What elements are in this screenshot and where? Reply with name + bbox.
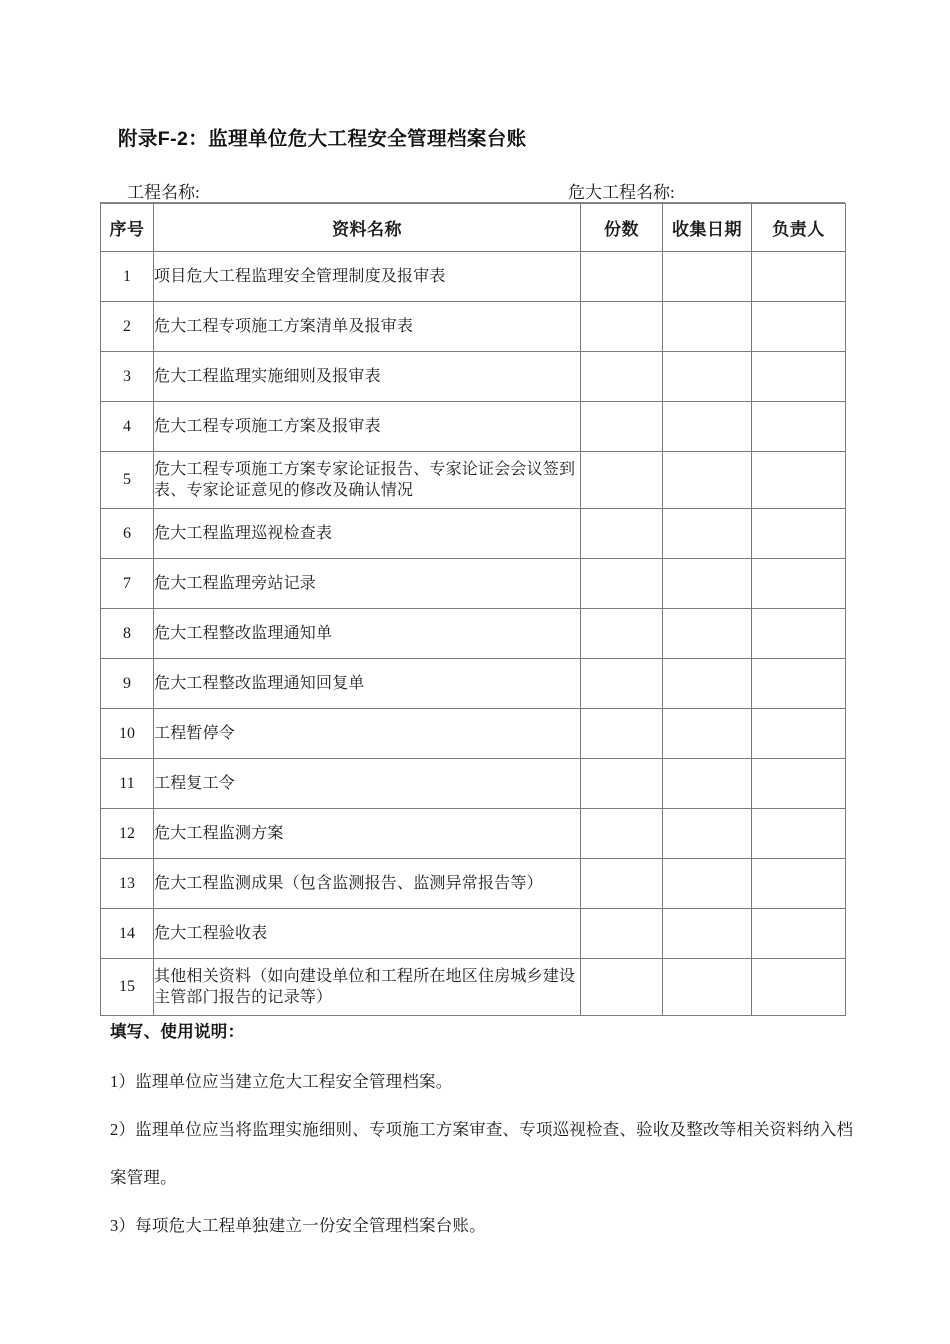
cell-sequence-number: 14 [101, 909, 154, 959]
cell-material-name: 危大工程整改监理通知单 [154, 609, 581, 659]
cell-collection-date[interactable] [663, 452, 752, 509]
cell-copies-count[interactable] [581, 909, 663, 959]
cell-collection-date[interactable] [663, 509, 752, 559]
cell-material-name: 危大工程监测方案 [154, 809, 581, 859]
cell-copies-count[interactable] [581, 559, 663, 609]
cell-responsible-person[interactable] [752, 452, 846, 509]
table-row [101, 252, 846, 302]
table-row [101, 659, 846, 709]
cell-sequence-number: 2 [101, 302, 154, 352]
cell-collection-date[interactable] [663, 709, 752, 759]
cell-material-name: 危大工程监理巡视检查表 [154, 509, 581, 559]
table-row [101, 302, 846, 352]
cell-sequence-number: 9 [101, 659, 154, 709]
cell-sequence-number: 6 [101, 509, 154, 559]
cell-responsible-person[interactable] [752, 859, 846, 909]
cell-copies-count[interactable] [581, 252, 663, 302]
table-row [101, 402, 846, 452]
cell-responsible-person[interactable] [752, 759, 846, 809]
column-header-owner: 负责人 [752, 204, 846, 252]
cell-collection-date[interactable] [663, 559, 752, 609]
cell-sequence-number: 8 [101, 609, 154, 659]
project-name-label: 工程名称: [127, 183, 200, 202]
cell-sequence-number: 11 [101, 759, 154, 809]
cell-copies-count[interactable] [581, 709, 663, 759]
cell-material-name: 危大工程监理旁站记录 [154, 559, 581, 609]
cell-collection-date[interactable] [663, 859, 752, 909]
cell-collection-date[interactable] [663, 252, 752, 302]
cell-material-name: 危大工程整改监理通知回复单 [154, 659, 581, 709]
cell-collection-date[interactable] [663, 609, 752, 659]
cell-collection-date[interactable] [663, 959, 752, 1016]
cell-responsible-person[interactable] [752, 959, 846, 1016]
instruction-item: 3）每项危大工程单独建立一份安全管理档案台账。 [110, 1216, 486, 1235]
cell-collection-date[interactable] [663, 909, 752, 959]
table-row [101, 959, 846, 1016]
column-header-seq: 序号 [101, 204, 154, 252]
column-header-date: 收集日期 [663, 204, 752, 252]
cell-copies-count[interactable] [581, 609, 663, 659]
cell-responsible-person[interactable] [752, 402, 846, 452]
cell-sequence-number: 3 [101, 352, 154, 402]
table-header-row [101, 204, 846, 252]
cell-material-name: 危大工程监理实施细则及报审表 [154, 352, 581, 402]
cell-responsible-person[interactable] [752, 809, 846, 859]
archive-ledger-table [100, 203, 846, 1016]
cell-copies-count[interactable] [581, 859, 663, 909]
table-row [101, 609, 846, 659]
instructions-heading: 填写、使用说明： [110, 1023, 245, 1041]
cell-copies-count[interactable] [581, 809, 663, 859]
table-row [101, 509, 846, 559]
cell-collection-date[interactable] [663, 809, 752, 859]
instructions-section [110, 1018, 855, 1250]
table-header [101, 204, 846, 252]
cell-copies-count[interactable] [581, 759, 663, 809]
table-body [101, 252, 846, 1016]
page-title: 附录F-2：监理单位危大工程安全管理档案台账 [118, 128, 527, 150]
cell-collection-date[interactable] [663, 759, 752, 809]
table-row [101, 559, 846, 609]
instruction-item: 1）监理单位应当建立危大工程安全管理档案。 [110, 1072, 453, 1091]
cell-material-name: 危大工程专项施工方案专家论证报告、专家论证会会议签到表、专家论证意见的修改及确认情况 [154, 452, 581, 509]
table-row [101, 709, 846, 759]
cell-sequence-number: 15 [101, 959, 154, 1016]
cell-material-name: 工程暂停令 [154, 709, 581, 759]
cell-sequence-number: 12 [101, 809, 154, 859]
cell-copies-count[interactable] [581, 452, 663, 509]
cell-responsible-person[interactable] [752, 352, 846, 402]
cell-material-name: 项目危大工程监理安全管理制度及报审表 [154, 252, 581, 302]
cell-material-name: 工程复工令 [154, 759, 581, 809]
instructions-list [110, 1058, 855, 1250]
table-row [101, 859, 846, 909]
table-row [101, 759, 846, 809]
cell-responsible-person[interactable] [752, 559, 846, 609]
cell-sequence-number: 1 [101, 252, 154, 302]
major-hazard-project-name-label: 危大工程名称: [568, 183, 675, 202]
form-field-row [100, 178, 845, 204]
cell-material-name: 其他相关资料（如向建设单位和工程所在地区住房城乡建设主管部门报告的记录等） [154, 959, 581, 1016]
cell-copies-count[interactable] [581, 402, 663, 452]
cell-material-name: 危大工程专项施工方案及报审表 [154, 402, 581, 452]
cell-responsible-person[interactable] [752, 509, 846, 559]
table-row [101, 909, 846, 959]
cell-responsible-person[interactable] [752, 609, 846, 659]
cell-collection-date[interactable] [663, 352, 752, 402]
cell-responsible-person[interactable] [752, 659, 846, 709]
cell-collection-date[interactable] [663, 659, 752, 709]
cell-copies-count[interactable] [581, 959, 663, 1016]
column-header-name: 资料名称 [154, 204, 581, 252]
cell-responsible-person[interactable] [752, 302, 846, 352]
cell-material-name: 危大工程专项施工方案清单及报审表 [154, 302, 581, 352]
cell-sequence-number: 13 [101, 859, 154, 909]
table-row [101, 452, 846, 509]
cell-copies-count[interactable] [581, 659, 663, 709]
cell-sequence-number: 5 [101, 452, 154, 509]
cell-sequence-number: 4 [101, 402, 154, 452]
cell-copies-count[interactable] [581, 509, 663, 559]
cell-responsible-person[interactable] [752, 909, 846, 959]
cell-collection-date[interactable] [663, 402, 752, 452]
cell-sequence-number: 10 [101, 709, 154, 759]
cell-responsible-person[interactable] [752, 252, 846, 302]
cell-collection-date[interactable] [663, 302, 752, 352]
table-row [101, 809, 846, 859]
instruction-item: 2）监理单位应当将监理实施细则、专项施工方案审查、专项巡视检查、验收及整改等相关资料纳入档案管理。 [110, 1120, 854, 1187]
cell-responsible-person[interactable] [752, 709, 846, 759]
cell-copies-count[interactable] [581, 302, 663, 352]
cell-copies-count[interactable] [581, 352, 663, 402]
table-row [101, 352, 846, 402]
cell-sequence-number: 7 [101, 559, 154, 609]
column-header-count: 份数 [581, 204, 663, 252]
cell-material-name: 危大工程监测成果（包含监测报告、监测异常报告等） [154, 859, 581, 909]
cell-material-name: 危大工程验收表 [154, 909, 581, 959]
